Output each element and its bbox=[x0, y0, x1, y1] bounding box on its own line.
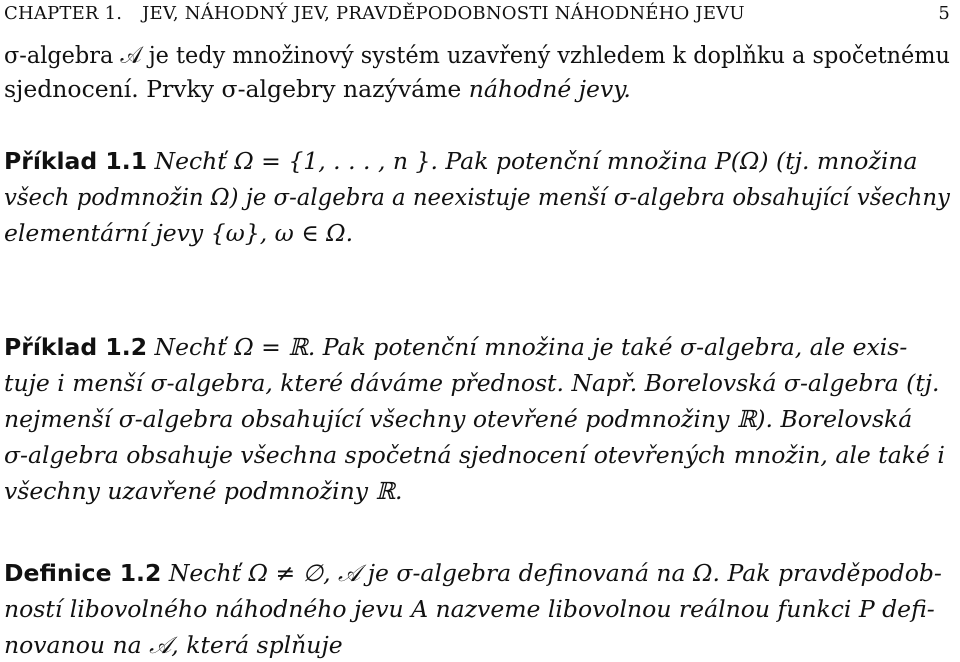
example-2-line-1 bbox=[4, 330, 907, 364]
intro-line-1: σ-algebra 𝒜 je tedy množinový systém uzavřený vzhledem k doplňku a spočetnému bbox=[4, 41, 950, 69]
chapter-label: CHAPTER 1. bbox=[4, 3, 123, 24]
example-2-line-3: nejmenší σ-algebra obsahující všechny otevřené podmnožiny ℝ). Borelovská bbox=[4, 405, 913, 433]
intro-line-2 bbox=[4, 72, 631, 106]
example-1-text-1: Nechť Ω = {1, . . . , n }. Pak potenční množina P(Ω) (tj. množina bbox=[154, 147, 918, 175]
chapter-title: JEV, NÁHODNÝ JEV, PRAVDĚPODOBNOSTI NÁHODNÉHO JEVU bbox=[142, 3, 745, 24]
definition-line-3: novanou na 𝒜, která splňuje bbox=[4, 631, 343, 659]
example-1-line-2: všech podmnožin Ω) je σ-algebra a neexistuje menší σ-algebra obsahující všechny bbox=[4, 183, 950, 211]
definition-line-1 bbox=[4, 556, 942, 590]
example-2-line-5: všechny uzavřené podmnožiny ℝ. bbox=[4, 477, 403, 505]
intro-line-2-text: sjednocení. Prvky σ-algebry nazýváme bbox=[4, 75, 469, 103]
document-page bbox=[4, 0, 956, 660]
example-2-label: Příklad 1.2 bbox=[4, 333, 148, 361]
definition-label: Definice 1.2 bbox=[4, 559, 162, 587]
running-header bbox=[4, 3, 950, 25]
example-2-line-2: tuje i menší σ-algebra, které dáváme přednost. Např. Borelovská σ-algebra (tj. bbox=[4, 369, 940, 397]
example-2-text-1: Nechť Ω = ℝ. Pak potenční množina je také σ-algebra, ale exis- bbox=[154, 333, 908, 361]
example-1-line-1 bbox=[4, 144, 918, 178]
intro-term-random-events: náhodné jevy. bbox=[468, 75, 631, 103]
example-1-label: Příklad 1.1 bbox=[4, 147, 148, 175]
page-number: 5 bbox=[938, 3, 950, 24]
example-2-line-4: σ-algebra obsahuje všechna spočetná sjednocení otevřených množin, ale také i bbox=[4, 441, 945, 469]
definition-text-1: Nechť Ω ≠ ∅, 𝒜 je σ-algebra definovaná na Ω. Pak pravděpodob- bbox=[168, 559, 942, 587]
example-1-line-3: elementární jevy {ω}, ω ∈ Ω. bbox=[4, 219, 354, 247]
definition-line-2: ností libovolného náhodného jevu A nazveme libovolnou reálnou funkci P defi- bbox=[4, 595, 935, 623]
